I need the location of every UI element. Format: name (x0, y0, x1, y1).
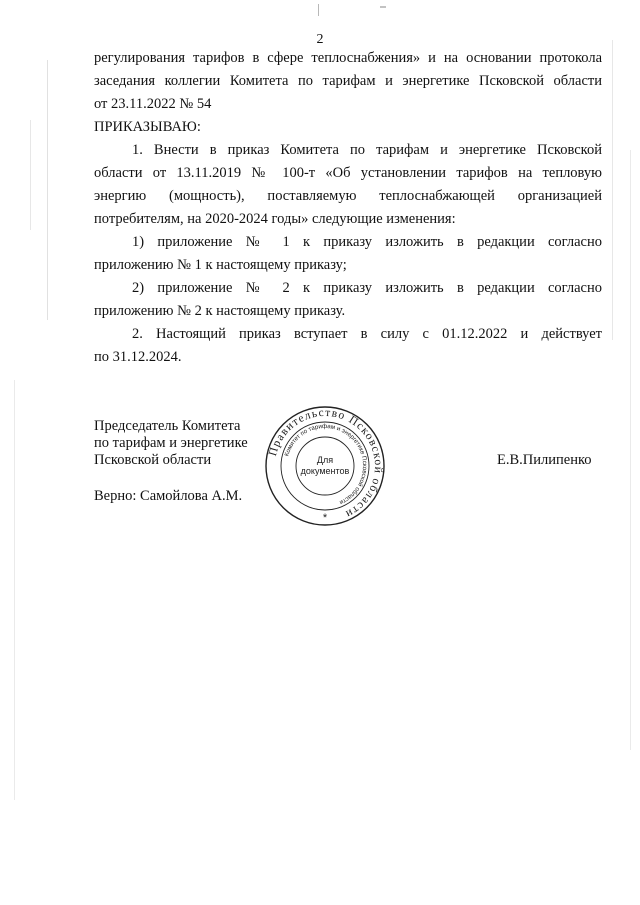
scan-noise (14, 380, 15, 800)
page-number: 2 (316, 32, 324, 47)
body-line: приложению № 1 к настоящему приказу; (94, 257, 347, 273)
body-line: заседания коллегии Комитета по тарифам и энергетике Псковской области (94, 73, 602, 89)
body-line: по 31.12.2024. (94, 349, 182, 365)
body-line: 2) приложение № 2 к приказу изложить в редакции согласно (132, 280, 602, 296)
stamp-outer-text: Правительство Псковской области (267, 406, 385, 521)
body-line: потребителям, на 2020-2024 годы» следующие изменения: (94, 211, 456, 227)
body-line: 1. Внести в приказ Комитета по тарифам и энергетике Псковской (132, 142, 602, 158)
scan-noise (630, 150, 631, 750)
body-line: 2. Настоящий приказ вступает в силу с 01.12.2022 и действует (132, 326, 602, 342)
body-line: 1) приложение № 1 к приказу изложить в редакции согласно (132, 234, 602, 250)
order-word: ПРИКАЗЫВАЮ: (94, 119, 201, 135)
stamp-center-line1: Для (316, 455, 334, 465)
scan-noise (47, 60, 48, 320)
seal-stamp-icon (264, 405, 386, 527)
body-line: от 23.11.2022 № 54 (94, 96, 212, 112)
body-line: приложению № 2 к настоящему приказу. (94, 303, 346, 319)
scan-noise (30, 120, 31, 230)
body-line: области от 13.11.2019 № 100-т «Об установлении тарифов на тепловую (94, 165, 602, 181)
verified-by: Верно: Самойлова А.М. (94, 488, 243, 504)
scan-noise (612, 40, 613, 340)
stamp-center-line2: документов (300, 466, 350, 476)
signer-name: Е.В.Пилипенко (497, 452, 592, 468)
stamp-star: * (322, 512, 328, 524)
scan-noise (380, 6, 386, 8)
signer-position: по тарифам и энергетике (94, 435, 248, 451)
body-line: энергию (мощность), поставляемую теплоснабжающей организацией (94, 188, 602, 204)
signer-position: Председатель Комитета (94, 418, 241, 434)
stamp-inner-text: Комитет по тарифам и энергетике Псковской области (283, 422, 369, 506)
signer-position: Псковской области (94, 452, 212, 468)
scan-noise (318, 4, 319, 16)
body-line: регулирования тарифов в сфере теплоснабжения» и на основании протокола (94, 50, 602, 66)
